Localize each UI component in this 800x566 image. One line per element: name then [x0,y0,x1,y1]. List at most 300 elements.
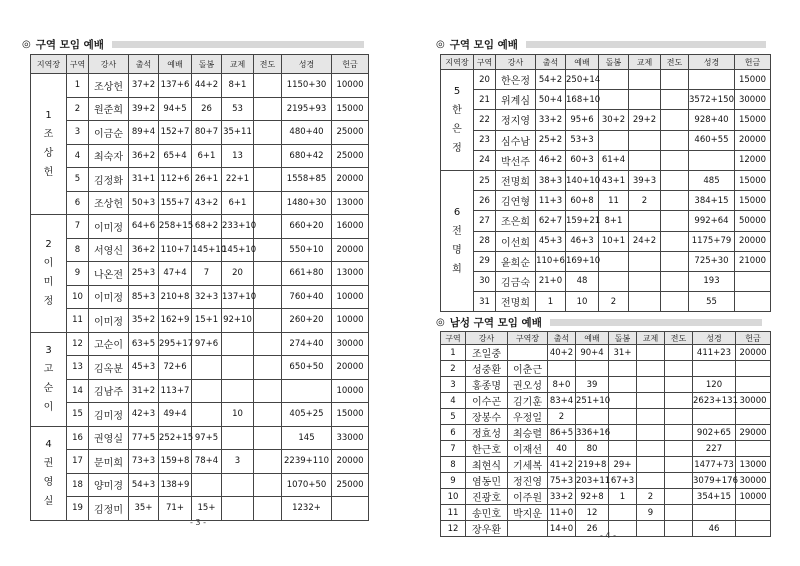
table-cell: 137+10 [222,285,254,309]
men-section-title-text: 남성 구역 모임 예배 [449,317,542,329]
table-cell: 83+4 [548,393,576,409]
table-cell: 1 [609,489,637,505]
table-cell: 박지운 [508,505,548,521]
table-cell [693,409,736,425]
table-cell: 김남주 [89,379,129,403]
table-cell: 6+1 [192,144,222,168]
table-cell: 김기훈 [508,393,548,409]
table-cell: 145+10 [192,238,222,262]
table-cell: 760+40 [282,285,332,309]
table-cell: 31+ [609,345,637,361]
column-header: 예배 [576,332,609,345]
column-header: 구역 [441,332,466,345]
table-cell: 80 [576,441,609,457]
table-cell: 26 [474,191,496,211]
table-cell: 110+6 [536,251,566,271]
table-cell: 89+4 [129,121,159,145]
table-row [441,211,771,231]
table-cell: 7 [67,215,89,239]
table-row [441,191,771,211]
table-cell [599,271,629,291]
table-cell: 15000 [332,403,369,427]
table-cell: 460+55 [689,130,735,150]
table-cell: 1150+30 [282,74,332,98]
table-cell [637,425,665,441]
table-cell: 20000 [332,450,369,474]
leader-name-char: 1 [45,110,52,121]
table-cell: 20 [222,262,254,286]
leader-name-char: 이 [43,402,54,413]
table-cell [661,150,689,170]
double-circle-icon: ◎ [436,39,445,50]
table-cell [576,409,609,425]
table-cell: 전명희 [496,292,536,312]
table-cell: 25+2 [536,130,566,150]
table-cell [254,262,282,286]
table-cell [637,345,665,361]
table-cell: 46 [693,521,736,537]
column-header: 구역장 [508,332,548,345]
table-cell: 20000 [735,231,771,251]
table-cell: 19 [67,497,89,521]
column-header: 예배 [159,55,192,74]
table-cell: 992+64 [689,211,735,231]
table-cell: 20000 [735,130,771,150]
table-row [31,356,369,380]
table-cell [736,521,771,537]
table-cell [254,144,282,168]
table-cell [609,361,637,377]
table-cell: 15000 [735,70,771,90]
table-cell [637,361,665,377]
table-cell: 2 [441,361,466,377]
leader-name-char: 실 [43,496,54,507]
table-cell [689,150,735,170]
table-cell: 나온전 [89,262,129,286]
table-cell: 25000 [332,473,369,497]
table-cell: 고순이 [89,332,129,356]
table-cell: 260+20 [282,309,332,333]
table-cell: 이선희 [496,231,536,251]
title-underbar [550,319,762,326]
table-cell: 7 [441,441,466,457]
table-cell: 227 [693,441,736,457]
table-cell: 3 [441,377,466,393]
column-header: 헌금 [735,55,771,70]
table-cell: 485 [689,170,735,190]
table-cell: 30000 [735,90,771,110]
table-cell: 38+3 [536,170,566,190]
left-section-title [22,37,364,52]
leader-name-char: 조 [43,129,54,140]
table-cell: 86+5 [548,425,576,441]
table-cell: 10000 [332,309,369,333]
table-cell: 22 [474,110,496,130]
table-cell [736,361,771,377]
table-cell [332,497,369,521]
leader-name-char: 정 [452,142,462,154]
table-cell: 27 [474,211,496,231]
table-cell [629,130,661,150]
table-cell [661,90,689,110]
table-cell: 15+1 [192,309,222,333]
table-cell: 3079+176 [693,473,736,489]
table-cell [254,238,282,262]
table-row [441,377,771,393]
table-row [31,285,369,309]
table-cell: 30000 [332,332,369,356]
table-cell: 480+40 [282,121,332,145]
table-cell: 9 [637,505,665,521]
table-cell: 40+2 [548,345,576,361]
table-cell [665,393,693,409]
table-cell: 42+3 [129,403,159,427]
table-cell: 928+40 [689,110,735,130]
table-cell: 18 [67,473,89,497]
table-cell: 20000 [332,356,369,380]
column-header: 교제 [629,55,661,70]
table-cell: 219+8 [576,457,609,473]
leader-name-char: 은 [452,123,462,135]
table-cell: 기세복 [508,457,548,473]
table-cell: 31+1 [129,168,159,192]
column-header: 지역장 [31,55,67,74]
table-cell: 이미정 [89,285,129,309]
table-cell: 193 [689,271,735,291]
table-cell: 54+3 [129,473,159,497]
table-cell [629,90,661,110]
table-cell: 장우환 [466,521,508,537]
table-cell: 10000 [736,489,771,505]
table-cell: 정지영 [496,110,536,130]
table-cell: 12000 [735,150,771,170]
table-cell: 우정일 [508,409,548,425]
table-cell: 50+3 [129,191,159,215]
table-row [31,473,369,497]
table-cell: 이재선 [508,441,548,457]
table-cell: 장봉수 [466,409,508,425]
table-row [31,262,369,286]
table-row [441,231,771,251]
table-cell: 60+3 [566,150,599,170]
table-cell [735,271,771,291]
table-cell: 169+10 [566,251,599,271]
table-row [441,425,771,441]
table-cell [576,361,609,377]
table-cell: 77+5 [129,426,159,450]
table-cell [637,473,665,489]
leader-name-char: 헌 [43,167,54,178]
leader-name-char: 미 [43,277,54,289]
table-cell [665,425,693,441]
table-cell: 26 [192,97,222,121]
table-cell: 21 [474,90,496,110]
table-cell: 1 [441,345,466,361]
column-header: 지역장 [441,55,474,70]
table-row [31,379,369,403]
table-cell: 336+16 [576,425,609,441]
table-cell: 8+1 [599,211,629,231]
table-cell: 21+0 [536,271,566,291]
column-header: 출석 [536,55,566,70]
column-header: 강사 [496,55,536,70]
right-worship-table [440,54,771,312]
table-cell: 725+30 [689,251,735,271]
table-cell [254,473,282,497]
table-cell: 이수곤 [466,393,508,409]
table-cell: 박선주 [496,150,536,170]
table-cell: 37+2 [129,74,159,98]
table-row [441,393,771,409]
table-cell: 250+14 [566,70,599,90]
table-cell: 14+0 [548,521,576,537]
table-cell: 25000 [332,144,369,168]
table-cell: 15000 [735,191,771,211]
table-cell: 145 [282,426,332,450]
table-cell: 162+9 [159,309,192,333]
table-cell: 12 [67,332,89,356]
table-cell [609,505,637,521]
table-cell: 25000 [332,121,369,145]
table-cell: 6 [441,425,466,441]
table-cell: 53+3 [566,130,599,150]
table-cell: 심수남 [496,130,536,150]
table-cell: 1 [536,292,566,312]
column-header: 헌금 [332,55,369,74]
table-row [441,150,771,170]
table-cell: 41+2 [548,457,576,473]
leader-cell [441,70,474,171]
table-cell: 210+8 [159,285,192,309]
table-cell [222,473,254,497]
table-cell: 7 [192,262,222,286]
table-cell: 95+6 [566,110,599,130]
table-cell [665,361,693,377]
table-cell: 30+2 [599,110,629,130]
table-cell: 650+50 [282,356,332,380]
table-cell: 46+2 [536,150,566,170]
table-cell: 5 [441,409,466,425]
table-cell: 11+3 [536,191,566,211]
table-cell: 54+2 [536,70,566,90]
table-cell: 33+2 [548,489,576,505]
table-cell: 6+1 [222,191,254,215]
table-cell: 이금순 [89,121,129,145]
table-row [31,309,369,333]
table-cell [665,521,693,537]
column-header: 출석 [548,332,576,345]
table-row [441,110,771,130]
table-cell [508,345,548,361]
table-cell: 64+6 [129,215,159,239]
table-cell: 4 [67,144,89,168]
table-cell: 159+8 [159,450,192,474]
leader-cell [441,170,474,311]
table-cell: 10 [566,292,599,312]
table-cell: 2 [637,489,665,505]
table-cell: 137+6 [159,74,192,98]
table-cell: 13000 [332,191,369,215]
table-cell: 60+8 [566,191,599,211]
double-circle-icon: ◎ [22,39,31,50]
table-cell: 이미정 [89,309,129,333]
table-cell [609,441,637,457]
page-number-right: - 4 - [600,531,616,540]
table-row [441,361,771,377]
table-cell [661,292,689,312]
table-cell: 11 [67,309,89,333]
table-row [31,426,369,450]
table-cell: 90+4 [576,345,609,361]
table-cell: 24 [474,150,496,170]
table-row [441,70,771,90]
table-cell: 30000 [736,473,771,489]
table-cell: 10000 [332,74,369,98]
table-cell: 39+3 [629,170,661,190]
table-cell: 조상헌 [89,191,129,215]
table-cell [254,497,282,521]
table-cell: 65+4 [159,144,192,168]
table-row [441,441,771,457]
table-cell [192,403,222,427]
table-cell [665,409,693,425]
table-cell: 61+4 [599,150,629,170]
table-cell [254,426,282,450]
table-cell [599,70,629,90]
table-cell: 152+7 [159,121,192,145]
table-row [31,403,369,427]
table-cell: 15000 [332,97,369,121]
table-cell [665,505,693,521]
table-cell: 8+1 [222,74,254,98]
table-cell: 1 [67,74,89,98]
table-cell: 43+1 [599,170,629,190]
table-row [441,170,771,190]
table-cell: 2 [629,191,661,211]
table-cell: 홍종명 [466,377,508,393]
table-cell: 145+10 [222,238,254,262]
table-cell [609,425,637,441]
table-cell: 15000 [735,170,771,190]
table-cell: 29+ [609,457,637,473]
table-cell: 최숙자 [89,144,129,168]
table-cell: 24+2 [629,231,661,251]
men-worship-table [440,331,771,537]
table-cell: 1558+85 [282,168,332,192]
table-cell: 75+3 [548,473,576,489]
table-cell [254,191,282,215]
table-cell: 16 [67,426,89,450]
title-underbar [526,41,766,48]
table-cell [736,441,771,457]
table-cell: 1175+79 [689,231,735,251]
table-cell: 8+0 [548,377,576,393]
leader-cell [31,215,67,333]
table-cell [661,271,689,291]
table-cell: 15 [67,403,89,427]
table-cell [222,426,254,450]
leader-name-char: 명 [452,245,462,257]
table-cell: 1477+73 [693,457,736,473]
table-cell [254,379,282,403]
table-cell: 10 [222,403,254,427]
table-cell: 21000 [735,251,771,271]
table-cell [661,70,689,90]
table-cell [254,332,282,356]
table-cell [254,121,282,145]
table-cell [254,168,282,192]
table-cell: 김미정 [89,403,129,427]
table-cell [192,356,222,380]
table-cell [637,409,665,425]
table-cell: 72+6 [159,356,192,380]
page-number-left: - 3 - [190,518,206,527]
table-cell: 10000 [332,285,369,309]
table-cell: 서영신 [89,238,129,262]
table-cell: 윤희순 [496,251,536,271]
table-cell: 김금숙 [496,271,536,291]
table-cell: 661+80 [282,262,332,286]
table-cell: 23 [474,130,496,150]
table-cell: 47+4 [159,262,192,286]
table-cell [736,505,771,521]
left-worship-table [30,54,369,521]
table-cell [637,457,665,473]
table-cell [637,441,665,457]
column-header: 구역 [474,55,496,70]
table-cell: 14 [67,379,89,403]
table-row [441,409,771,425]
table-cell: 전명희 [496,170,536,190]
table-row [441,345,771,361]
leader-name-char: 2 [45,239,52,251]
table-cell: 13000 [332,262,369,286]
table-cell: 이주원 [508,489,548,505]
leader-name-char: 이 [43,258,54,270]
table-row [31,497,369,521]
table-cell: 252+15 [159,426,192,450]
column-header: 전도 [665,332,693,345]
table-row [31,191,369,215]
table-cell [192,379,222,403]
table-cell: 251+10 [576,393,609,409]
table-cell: 성중환 [466,361,508,377]
table-cell: 55 [689,292,735,312]
table-cell: 20 [474,70,496,90]
table-cell: 78+4 [192,450,222,474]
leader-name-char: 전 [452,226,462,238]
table-cell: 354+15 [693,489,736,505]
table-cell [609,377,637,393]
table-cell: 48 [566,271,599,291]
column-header: 전도 [661,55,689,70]
table-cell: 660+20 [282,215,332,239]
table-cell: 11+0 [548,505,576,521]
table-cell: 138+9 [159,473,192,497]
table-cell [192,473,222,497]
table-cell [629,292,661,312]
table-cell: 20000 [332,238,369,262]
title-underbar [112,41,364,48]
table-cell: 김옥분 [89,356,129,380]
table-cell [599,130,629,150]
table-row [441,457,771,473]
table-row [31,144,369,168]
table-cell: 원준희 [89,97,129,121]
table-cell: 120 [693,377,736,393]
table-cell: 8 [67,238,89,262]
table-cell: 35+2 [129,309,159,333]
